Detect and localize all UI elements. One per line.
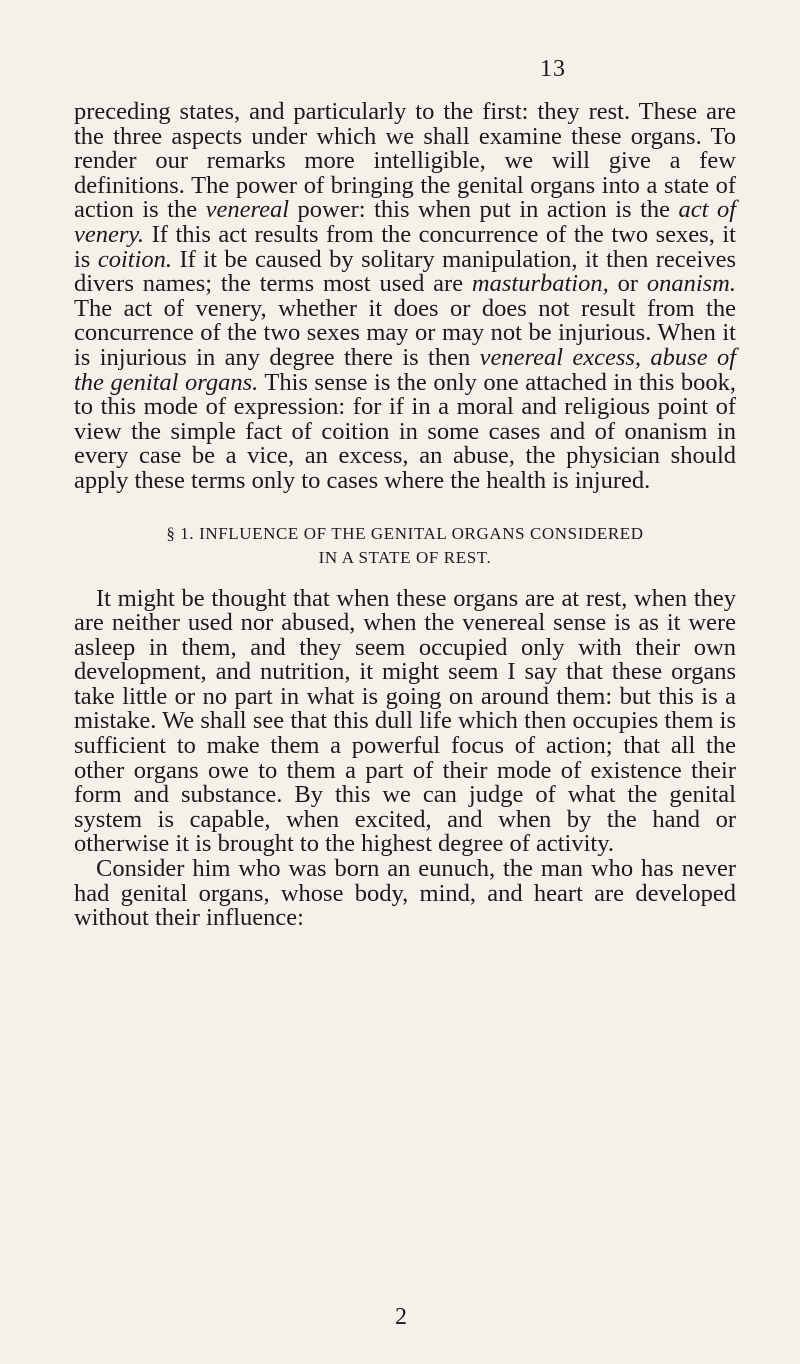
italic-term: coition. (97, 245, 172, 273)
text-span: preceding states, and particularly to the first: they rest. These are the three aspects under which we shall examine these organs. To render our remarks more intelligible, we will give a few definitions. The power of bringing the genital organs into a state of action is the (74, 98, 736, 224)
italic-term: venereal excess, abuse of the genital organs. (74, 343, 737, 396)
signature-mark: 2 (395, 1304, 407, 1330)
italic-term: onanism. (646, 270, 736, 298)
paragraph-3: Consider him who was born an eunuch, the man who has never had genital organs, whose body, mind, and heart are developed without their influence: (74, 855, 736, 932)
section-heading (74, 522, 736, 570)
text-span: power: this when put in action is the (289, 196, 679, 224)
text-span: or (608, 270, 647, 298)
body-text (74, 100, 736, 931)
italic-term: venereal (205, 196, 290, 224)
paragraph-2: It might be thought that when these organs are at rest, when they are neither used nor abused, when the venereal sense is as it were asleep in them, and they seem occupied only with their own development, and nutrition, it might seem I say that these organs take little or no part in what is going on around them: but this is a mistake. We shall see that this dull life which then occupies them is sufficient to make them a powerful focus of action; that all the other organs owe to them a part of their mode of existence their form and substance. By this we can judge of what the genital system is capable, when excited, and when by the hand or otherwise it is brought to the highest degree of activity. (74, 584, 736, 858)
section-heading-line-2: IN A STATE OF REST. (318, 547, 492, 567)
paragraph-1 (74, 100, 736, 494)
text-span: The act of venery, whether it does or does not result from the concurrence of the two sexes may or may not be injurious. When it is injurious in any degree there is then (74, 294, 736, 371)
text-span: If it be caused by solitary manipulation, it then receives divers names; the terms most used are (74, 245, 736, 298)
text-span: This sense is the only one attached in this book, to this mode of expression: for if in a moral and religious point of view the simple fact of coition in some cases and of onanism in every case be a vice, an excess, an abuse, the physician should apply these terms only to cases where the health is injured. (74, 368, 737, 494)
section-heading-line-1: § 1. INFLUENCE OF THE GENITAL ORGANS CONSIDERED (166, 523, 644, 543)
text-span: If this act results from the concurrence of the two sexes, it is (74, 220, 736, 273)
italic-term: masturbation, (471, 270, 609, 298)
italic-term: act of venery. (74, 196, 736, 248)
page-number: 13 (540, 56, 566, 82)
